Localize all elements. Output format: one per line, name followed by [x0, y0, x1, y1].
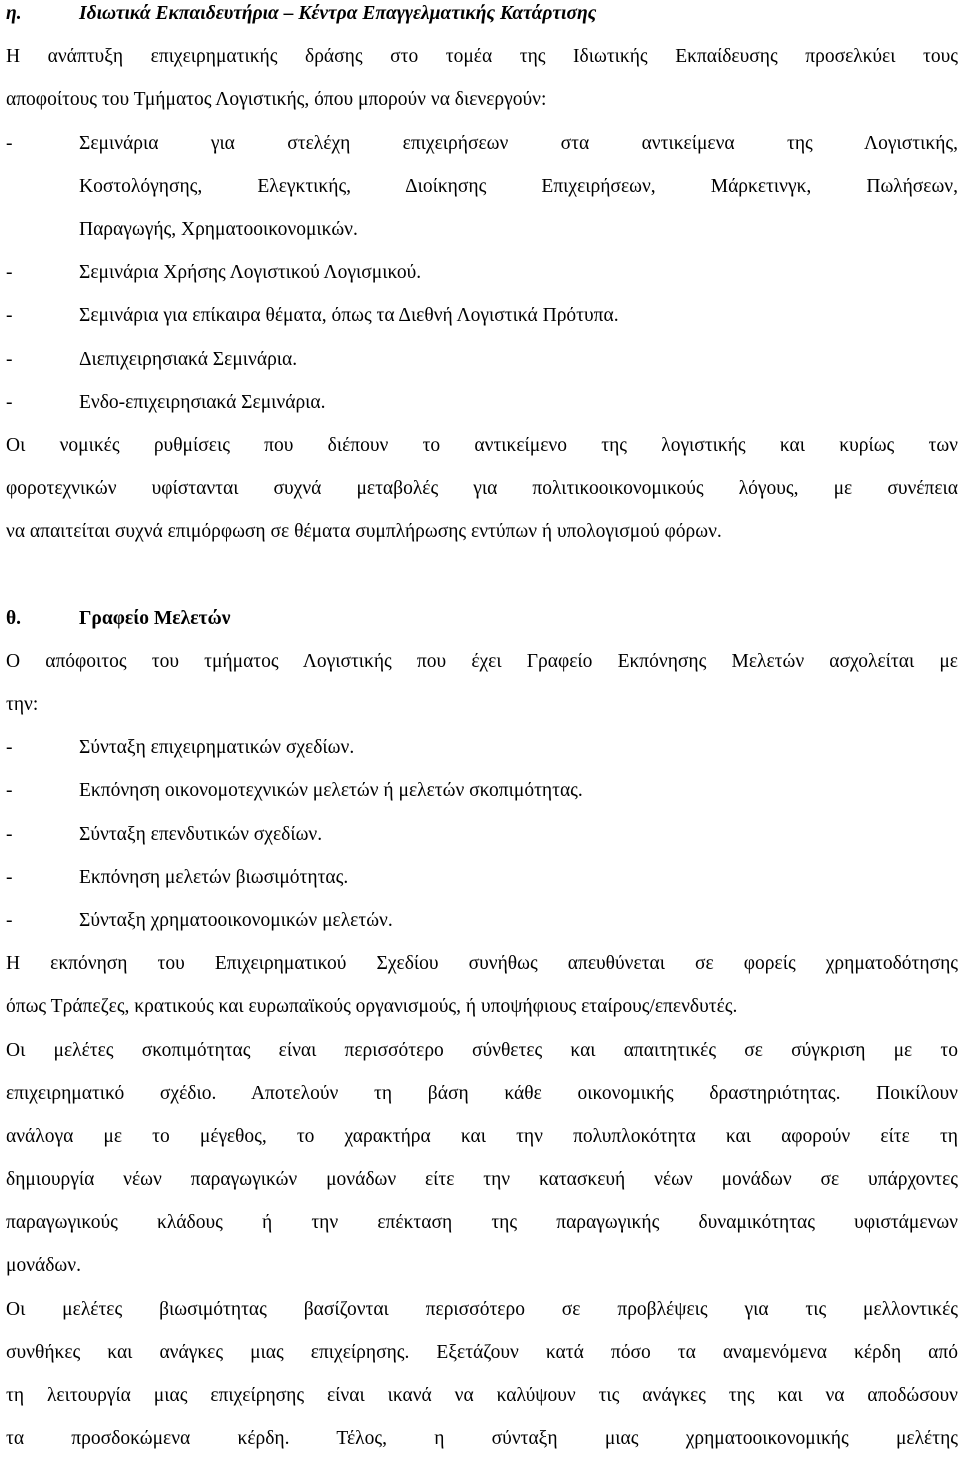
bullet-dash: -: [6, 262, 13, 284]
section-title: Γραφείο Μελετών: [79, 607, 231, 629]
list-item-text: Σύνταξη επενδυτικών σχεδίων.: [79, 823, 323, 845]
list-item: [6, 769, 958, 812]
paragraph-line: αποφοίτους του Τμήματος Λογιστικής, όπου μπορούν να διενεργούν:: [6, 89, 547, 111]
list-item-text: Σεμινάρια για στελέχη επιχειρήσεων στα αντικείμενα της Λογιστικής,: [79, 132, 958, 154]
paragraph-line: Ο απόφοιτος του τμήματος Λογιστικής που έχει Γραφείο Εκπόνησης Μελετών ασχολείται με: [6, 650, 958, 672]
paragraph-line: την:: [6, 694, 39, 715]
paragraph-line: Η ανάπτυξη επιχειρηματικής δράσης στο τομέα της Ιδιωτικής Εκπαίδευσης προσελκύει τους: [6, 46, 958, 68]
bullet-dash: -: [6, 780, 13, 802]
list-item: [6, 338, 958, 381]
list-item-text: Σύνταξη επιχειρηματικών σχεδίων.: [79, 737, 355, 759]
list-item: [6, 856, 958, 899]
list-item-text: Σεμινάρια για επίκαιρα θέματα, όπως τα Διεθνή Λογιστικά Πρότυπα.: [79, 305, 619, 327]
bullet-dash: -: [6, 909, 13, 931]
section-heading-eta: [6, 0, 958, 35]
list-item-text: Σύνταξη χρηματοοικονομικών μελετών.: [79, 909, 393, 931]
paragraph-line: φοροτεχνικών υφίστανται συχνά μεταβολές για πολιτικοοικονομικούς λόγους, με συνέπεια: [6, 478, 958, 500]
document-page: [6, 0, 958, 1460]
list-item-continuation: Παραγωγής, Χρηματοοικονομικών.: [79, 218, 358, 240]
bullet-dash: -: [6, 866, 13, 888]
list-item-text: Εκπόνηση οικονομοτεχνικών μελετών ή μελετών σκοπιμότητας.: [79, 780, 583, 802]
section-heading-theta: [6, 597, 958, 640]
bullet-dash: -: [6, 823, 13, 845]
bullet-dash: -: [6, 132, 13, 154]
section-title: Ιδιωτικά Εκπαιδευτήρια – Κέντρα Επαγγελματικής Κατάρτισης: [79, 3, 597, 24]
paragraph-line: Οι νομικές ρυθμίσεις που διέπουν το αντικείμενο της λογιστικής και κυρίως των: [6, 434, 958, 456]
bullet-dash: -: [6, 305, 13, 327]
paragraph-line: όπως Τράπεζες, κρατικούς και ευρωπαϊκούς οργανισμούς, ή υποψήφιους εταίρους/επενδυτές.: [6, 996, 738, 1018]
list-item-text: Σεμινάρια Χρήσης Λογιστικού Λογισμικού.: [79, 262, 422, 284]
list-item-text: Εκπόνηση μελετών βιωσιμότητας.: [79, 866, 349, 888]
list-item: [6, 726, 958, 769]
paragraph-line: επιχειρηματικό σχέδιο. Αποτελούν τη βάση κάθε οικονομικής δραστηριότητας. Ποικίλουν: [6, 1082, 958, 1104]
paragraph-line: μονάδων.: [6, 1255, 81, 1277]
paragraph-line: Οι μελέτες σκοπιμότητας είναι περισσότερο σύνθετες και απαιτητικές σε σύγκριση με το: [6, 1039, 958, 1061]
list-item: [6, 813, 958, 856]
paragraph-line: δημιουργία νέων παραγωγικών μονάδων είτε την κατασκευή νέων μονάδων σε υπάρχοντες: [6, 1169, 958, 1191]
list-item-text: Ενδο-επιχειρησιακά Σεμινάρια.: [79, 391, 326, 413]
paragraph-line: τα προσδοκώμενα κέρδη. Τέλος, η σύνταξη μιας χρηματοοικονομικής μελέτης: [6, 1428, 958, 1450]
list-item: [6, 122, 958, 165]
list-item: [6, 251, 958, 294]
paragraph-line: να απαιτείται συχνά επιμόρφωση σε θέματα συμπλήρωσης εντύπων ή υπολογισμού φόρων.: [6, 521, 722, 543]
bullet-dash: -: [6, 348, 13, 370]
section-spacer: [6, 553, 958, 596]
bullet-dash: -: [6, 737, 13, 759]
section-label: η.: [6, 3, 22, 24]
list-item: [6, 381, 958, 424]
list-item-text: Διεπιχειρησιακά Σεμινάρια.: [79, 348, 298, 370]
paragraph-line: συνθήκες και ανάγκες μιας επιχείρησης. Εξετάζουν κατά πόσο τα αναμενόμενα κέρδη από: [6, 1341, 958, 1363]
list-item: [6, 899, 958, 942]
list-item-continuation: Κοστολόγησης, Ελεγκτικής, Διοίκησης Επιχειρήσεων, Μάρκετινγκ, Πωλήσεων,: [79, 175, 958, 197]
paragraph-line: τη λειτουργία μιας επιχείρησης είναι ικανά να καλύψουν τις ανάγκες της και να αποδώσουν: [6, 1385, 958, 1406]
section-label: θ.: [6, 607, 22, 629]
paragraph-line: παραγωγικούς κλάδους ή την επέκταση της παραγωγικής δυναμικότητας υφιστάμενων: [6, 1212, 958, 1234]
list-item: [6, 294, 958, 337]
paragraph-line: Η εκπόνηση του Επιχειρηματικού Σχεδίου συνήθως απευθύνεται σε φορείς χρηματοδότησης: [6, 953, 958, 975]
paragraph-line: ανάλογα με το μέγεθος, το χαρακτήρα και την πολυπλοκότητα και αφορούν είτε τη: [6, 1125, 958, 1147]
bullet-dash: -: [6, 391, 13, 413]
paragraph-line: Οι μελέτες βιωσιμότητας βασίζονται περισσότερο σε προβλέψεις για τις μελλοντικές: [6, 1298, 958, 1320]
